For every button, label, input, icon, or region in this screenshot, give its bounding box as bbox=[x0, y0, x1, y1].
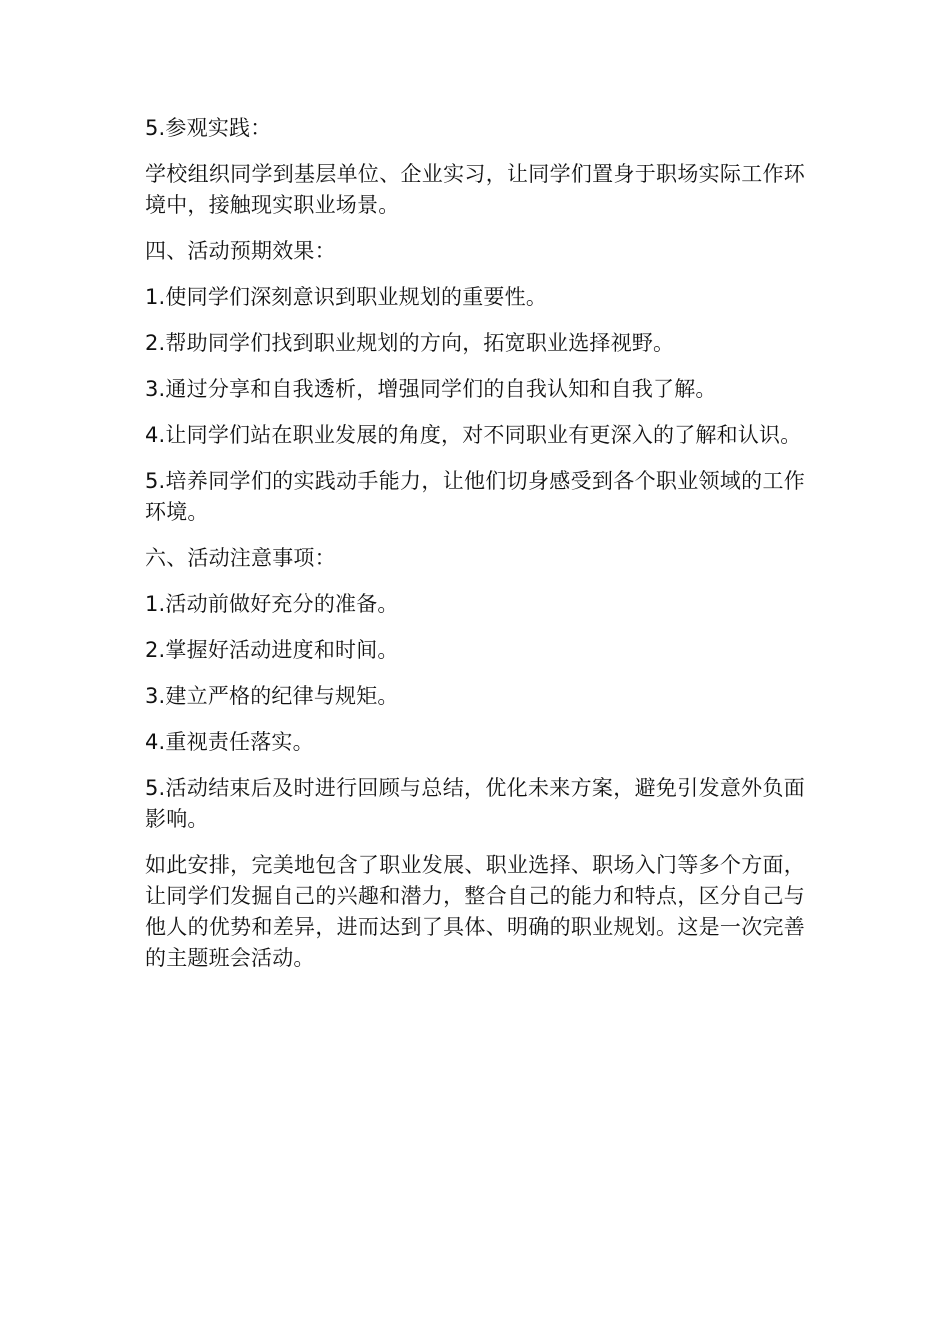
list-item-precaution-4: 4.重视责任落实。 bbox=[145, 730, 314, 754]
subsection-heading-field-visit: 5.参观实践： bbox=[145, 116, 272, 140]
list-item-precaution-3: 3.建立严格的纪律与规矩。 bbox=[145, 684, 399, 708]
list-item-precaution-2: 2.掌握好活动进度和时间。 bbox=[145, 638, 399, 662]
paragraph-conclusion: 如此安排，完美地包含了职业发展、职业选择、职场入门等多个方面，让同学们发掘自己的兴趣和潜力，整合自己的能力和特点，区分自己与他人的优势和差异，进而达到了具体、明确的职业规划。这是一次完善的主题班会活动。 bbox=[145, 853, 805, 970]
list-item-precaution-1: 1.活动前做好充分的准备。 bbox=[145, 592, 399, 616]
list-item-precaution-5: 5.活动结束后及时进行回顾与总结，优化未来方案，避免引发意外负面影响。 bbox=[145, 776, 805, 831]
list-item-effect-2: 2.帮助同学们找到职业规划的方向，拓宽职业选择视野。 bbox=[145, 331, 675, 355]
document-body bbox=[145, 113, 805, 989]
section-heading-expected-effects: 四、活动预期效果： bbox=[145, 239, 336, 263]
list-item-effect-4: 4.让同学们站在职业发展的角度，对不同职业有更深入的了解和认识。 bbox=[145, 423, 802, 447]
list-item-effect-5: 5.培养同学们的实践动手能力，让他们切身感受到各个职业领域的工作环境。 bbox=[145, 469, 805, 524]
paragraph-field-visit-description: 学校组织同学到基层单位、企业实习，让同学们置身于职场实际工作环境中，接触现实职业场景。 bbox=[145, 162, 805, 217]
list-item-effect-3: 3.通过分享和自我透析，增强同学们的自我认知和自我了解。 bbox=[145, 377, 717, 401]
section-heading-precautions: 六、活动注意事项： bbox=[145, 546, 336, 570]
list-item-effect-1: 1.使同学们深刻意识到职业规划的重要性。 bbox=[145, 285, 548, 309]
